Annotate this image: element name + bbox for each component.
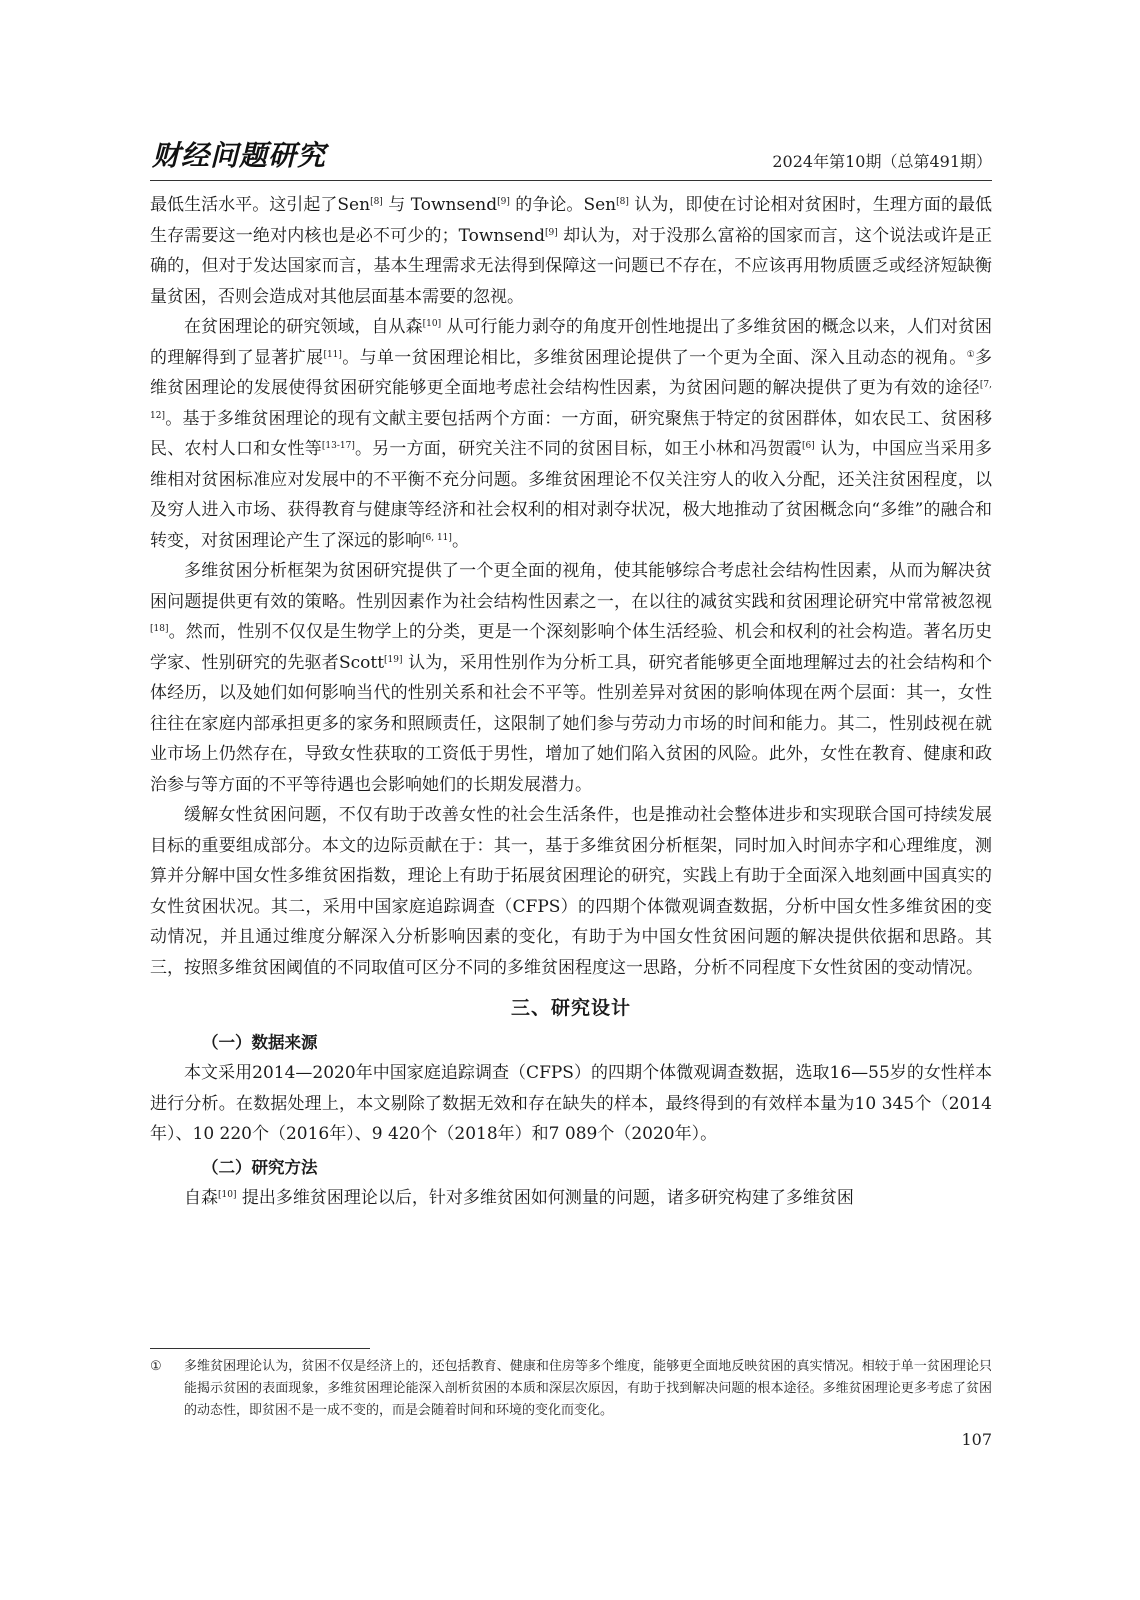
citation: [18] <box>150 624 169 634</box>
text-run: 多维贫困理论的发展使得贫困研究能够更全面地考虑社会结构性因素，为贫困问题的解决提供了更为有效的途径 <box>150 347 993 398</box>
text-run: 的争论。Sen <box>509 195 617 215</box>
citation: [10] <box>218 1189 237 1200</box>
footnote <box>150 1356 992 1422</box>
text-run: 。与单一贫困理论相比，多维贫困理论提供了一个更为全面、深入且动态的视角。 <box>341 347 967 368</box>
paragraph-2 <box>150 312 992 556</box>
issue-info: 2024年第10期（总第491期） <box>772 152 992 171</box>
paragraph-method <box>150 1183 992 1214</box>
text-run: 多维贫困分析框架为贫困研究提供了一个更全面的视角，使其能够综合考虑社会结构性因素，从而为解决贫困问题提供更有效的策略。性别因素作为社会结构性因素之一，在以往的减贫实践和贫困理论研究中常常被忽视 <box>150 561 992 612</box>
subsection-heading-data-source: （一）数据来源 <box>202 1033 318 1052</box>
paragraph-4 <box>150 800 992 983</box>
subsection-heading-method: （二）研究方法 <box>202 1157 318 1177</box>
text-run: 与 Townsend <box>382 195 498 215</box>
citation: [9] <box>497 197 510 207</box>
journal-title: 财经问题研究 <box>152 139 327 172</box>
text-run: 认为，即使在讨论相对贫困时，生理方面的最低生存需要这一绝对内核也是必不可少的；Townsend <box>150 195 993 246</box>
text-run: 缓解女性贫困问题，不仅有助于改善女性的社会生活条件，也是推动社会整体进步和实现联合国可持续发展目标的重要组成部分。本文的边际贡献在于：其一，基于多维贫困分析框架，同时加入时间赤字和心理维度，测算并分解中国女性多维贫困指数，理论上有助于拓展贫困理论的研究，实践上有助于全面深入地刻画中国真实的女性贫困状况。其二，采用中国家庭追踪调查（CFPS）的四期个体微观调查数据，分析中国女性多维贫困的变动情况，并且通过维度分解深入分析影响因素的变化，有助于为中国女性贫困问题的解决提供依据和思路。其三，按照多维贫困阈值的不同取值可区分不同的多维贫困程度这一思路，分析不同程度下女性贫困的变动情况。 <box>150 805 992 978</box>
text-run: 从可行能力剥夺的角度开创性地提出了多维贫困的概念以来，人们对贫困的理解得到了显著扩展 <box>150 317 993 368</box>
citation: [11] <box>323 349 342 360</box>
paragraph-3 <box>150 556 992 800</box>
text-run: 认为，中国应当采用多维相对贫困标准应对发展中的不平衡不充分问题。多维贫困理论不仅关注穷人的收入分配，还关注贫困程度，以及穷人进入市场、获得教育与健康等经济和社会权利的相对剥夺状况，极大地推动了贫困概念向“多维”的融合和转变，对贫困理论产生了深远的影响 <box>150 439 993 551</box>
text-run: 。基于多维贫困理论的现有文献主要包括两个方面：一方面，研究聚焦于特定的贫困群体，如农民工、贫困移民、农村人口和女性等 <box>150 408 992 459</box>
citation: [10] <box>422 319 442 329</box>
footnote-divider <box>150 1348 370 1349</box>
text-run: 认为，采用性别作为分析工具，研究者能够更全面地理解过去的社会结构和个体经历，以及她们如何影响当代的性别关系和社会不平等。性别差异对贫困的影响体现在两个层面：其一，女性往往在家庭内部承担更多的家务和照顾责任，这限制了她们参与劳动力市场的时间和能力。其二，性别歧视在就业市场上仍然存在，导致女性获取的工资低于男性，增加了她们陷入贫困的风险。此外，女性在教育、健康和政治参与等方面的不平等待遇也会影响她们的长期发展潜力。 <box>150 652 992 795</box>
article-body <box>150 190 992 1213</box>
text-run: 。 <box>451 530 469 551</box>
citation: [9] <box>545 227 558 238</box>
running-header <box>150 140 992 181</box>
paragraph-data-source <box>150 1058 992 1150</box>
text-run: 。然而，性别不仅仅是生物学上的分类，更是一个深刻影响个体生活经验、机会和权利的社会构造。著名历史学家、性别研究的先驱者Scott <box>150 622 992 673</box>
footnote-marker: ① <box>966 349 976 360</box>
footnote-mark: ① <box>150 1359 162 1374</box>
text-run: 。另一方面，研究关注不同的贫困目标，如王小林和冯贺霞 <box>354 439 802 459</box>
citation: [6, 11] <box>422 532 452 543</box>
citation: [7, 12] <box>150 380 992 421</box>
text-run: 却认为，对于没那么富裕的国家而言，这个说法或许是正确的，但对于发达国家而言，基本生理需求无法得到保障这一问题已不存在，不应该再用物质匮乏或经济短缺衡量贫困，否则会造成对其他层面基本需要的忽视。 <box>150 225 993 307</box>
text-run: 在贫困理论的研究领域，自从森 <box>184 317 423 337</box>
footnote-text: 多维贫困理论认为，贫困不仅是经济上的，还包括教育、健康和住房等多个维度，能够更全面地反映贫困的真实情况。相较于单一贫困理论只能揭示贫困的表面现象，多维贫困理论能深入剖析贫困的本质和深层次原因，有助于找到解决问题的根本途径。多维贫困理论更多考虑了贫困的动态性，即贫困不是一成不变的，而是会随着时间和环境的变化而变化。 <box>184 1359 992 1418</box>
page-number: 107 <box>961 1430 992 1449</box>
section-heading: 三、研究设计 <box>510 997 631 1019</box>
citation: [13-17] <box>321 441 355 451</box>
text-run: 最低生活水平。这引起了Sen <box>150 195 371 215</box>
citation: [19] <box>384 654 403 665</box>
citation: [8] <box>370 197 383 207</box>
text-run: 本文采用2014—2020年中国家庭追踪调查（CFPS）的四期个体微观调查数据，选取16—55岁的女性样本进行分析。在数据处理上，本文剔除了数据无效和存在缺失的样本，最终得到的有效样本量为10 345个（2014年）、10 220个（2016年）、9 420个（2018年）和7 089个（2020年）。 <box>150 1063 992 1144</box>
paragraph-1 <box>150 190 992 312</box>
text-run: 自森 <box>184 1187 218 1208</box>
citation: [8] <box>616 197 629 207</box>
citation: [6] <box>801 441 815 451</box>
text-run: 提出多维贫困理论以后，针对多维贫困如何测量的问题，诸多研究构建了多维贫困 <box>236 1187 854 1208</box>
